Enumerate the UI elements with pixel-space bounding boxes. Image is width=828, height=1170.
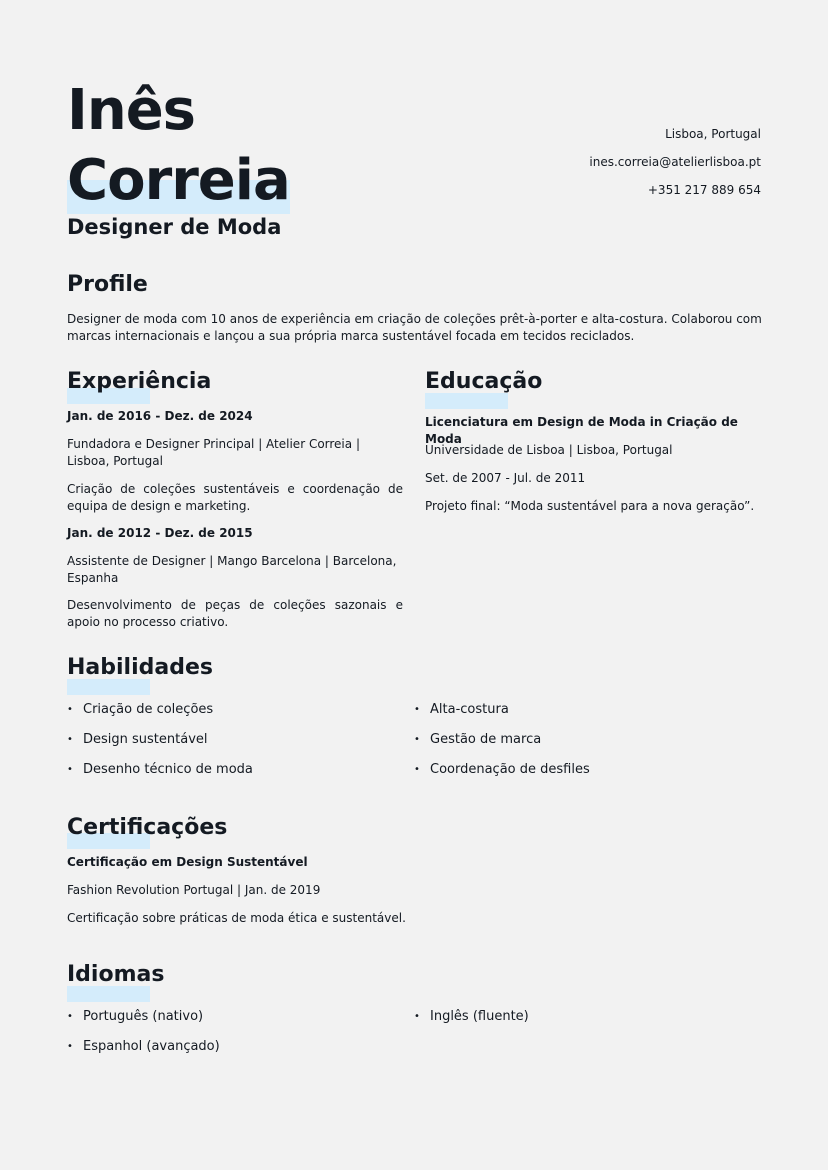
resume-page: Inês Correia Designer de Moda Lisboa, Portugal ines.correia@atelierlisboa.pt +351 217 889 654 Profile Designer de moda com 10 anos de experiência em criação de coleções prêt-à-porter e alta-costura. Colaborou com marcas internacionais e lançou a sua própria marca sustentável focada em tecidos reciclados. Experiência Jan. de 2016 - Dez. de 2024 Fundadora e Designer Principal | Atelier Correia | Lisboa, Portugal Criação de coleções sustentáveis e coordenação de equipa de design e marketing. Jan. de 2012 - Dez. de 2015 Assistente de Designer | Mango Barcelona | Barcelona, Espanha Desenvolvimento de peças de coleções sazonais e apoio no processo criativo. Educação Licenciatura em Design de Moda in Criação de Moda Universidade de Lisboa | Lisboa, Portugal Set. de 2007 - Jul. de 2011 Projeto final: “Moda sustentável para a nova geração”. Habilidades • Criação de coleções • Design sustentável • Desenho técnico de moda • Alta-costura • Gestão de marca • Coordenação de desfiles Certificações Certificação em Design Sustentável Fashion Revolution Portugal | Jan. de 2019 Certificação sobre práticas de moda ética e sustentável. Idiomas • Português (nativo) • Espanhol (avançado) • Inglês (fluente) xyxy=(67,78,762,1054)
bullet-icon: • xyxy=(67,704,73,715)
experience-description: Desenvolvimento de peças de coleções sazonais e apoio no processo criativo. xyxy=(67,598,403,629)
experience-heading: Experiência xyxy=(67,369,212,394)
languages-heading: Idiomas xyxy=(67,962,165,987)
certification-name: Certificação em Design Sustentável xyxy=(67,855,308,869)
education-heading: Educação xyxy=(425,369,543,394)
certifications-heading: Certificações xyxy=(67,815,228,840)
education-degree: Licenciatura em Design de Moda in Criação de Moda xyxy=(425,415,738,446)
bullet-icon: • xyxy=(414,764,420,775)
email[interactable]: ines.correia@atelierlisboa.pt xyxy=(589,155,761,169)
education-dates: Set. de 2007 - Jul. de 2011 xyxy=(425,471,586,485)
experience-position: Fundadora e Designer Principal | Atelier Correia | Lisboa, Portugal xyxy=(67,437,360,468)
phone[interactable]: +351 217 889 654 xyxy=(647,183,761,197)
profile-text: Designer de moda com 10 anos de experiência em criação de coleções prêt-à-porter e alta-costura. Colaborou com marcas internacionais e lançou a sua própria marca sustentável focada em tecidos reciclados. xyxy=(67,312,762,343)
location: Lisboa, Portugal xyxy=(665,127,761,141)
experience-dates: Jan. de 2016 - Dez. de 2024 xyxy=(67,409,253,423)
education-school: Universidade de Lisboa | Lisboa, Portugal xyxy=(425,443,673,457)
certification-description: Certificação sobre práticas de moda ética e sustentável. xyxy=(67,911,406,925)
experience-description: Criação de coleções sustentáveis e coordenação de equipa de design e marketing. xyxy=(67,482,403,513)
bullet-icon: • xyxy=(414,1011,420,1022)
bullet-icon: • xyxy=(67,1011,73,1022)
bullet-icon: • xyxy=(67,1041,73,1052)
certification-issuer: Fashion Revolution Portugal | Jan. de 2019 xyxy=(67,883,321,897)
experience-dates: Jan. de 2012 - Dez. de 2015 xyxy=(67,526,253,540)
contact-info xyxy=(589,120,761,204)
bullet-icon: • xyxy=(67,764,73,775)
skills-heading: Habilidades xyxy=(67,655,213,680)
experience-position: Assistente de Designer | Mango Barcelona | Barcelona, Espanha xyxy=(67,554,397,585)
bullet-icon: • xyxy=(67,734,73,745)
bullet-icon: • xyxy=(414,704,420,715)
job-title: Designer de Moda xyxy=(67,215,282,239)
first-name: Inês xyxy=(67,78,196,143)
candidate-name xyxy=(67,76,290,216)
profile-heading: Profile xyxy=(67,272,148,297)
last-name: Correia xyxy=(67,146,290,216)
education-project: Projeto final: “Moda sustentável para a nova geração”. xyxy=(425,499,755,513)
bullet-icon: • xyxy=(414,734,420,745)
